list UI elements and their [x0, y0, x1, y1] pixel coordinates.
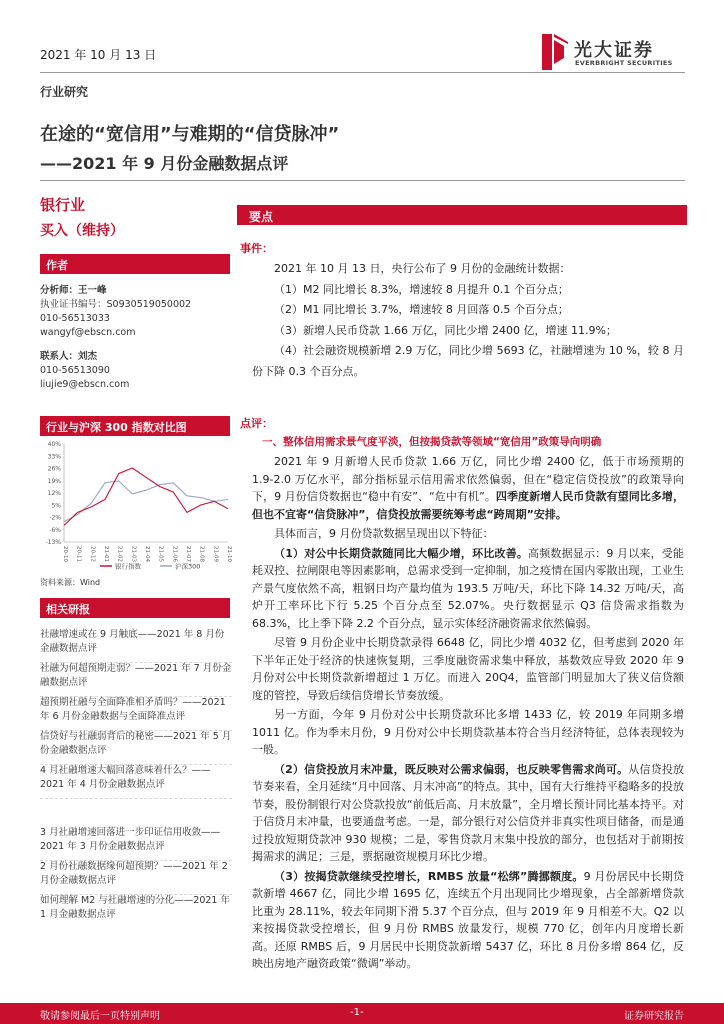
- contact-email[interactable]: liujie9@ebscn.com: [40, 379, 130, 390]
- highlights-title: 要点: [249, 210, 274, 224]
- related-report-link[interactable]: 社融为何超预期走弱？——2021 年 7 月份金融数据点评: [40, 662, 232, 697]
- analyst-phone: 010-56513033: [40, 313, 110, 324]
- highlights-bar: [237, 205, 687, 225]
- related-report-link[interactable]: 超预期社融与全面降准相矛盾吗？——2021 年 6 月份金融数据与全面降准点评: [40, 696, 232, 731]
- chart-legend-label: 银行指数: [115, 562, 141, 571]
- chart-x-tick-label: 20-12: [89, 546, 96, 562]
- related-report-link[interactable]: 信贷好与社融弱背后的秘密——2021 年 5 月份金融数据点评: [40, 730, 232, 765]
- event-block: [252, 259, 684, 382]
- author-section-bar: [40, 254, 230, 274]
- contact-phone: 010-56513090: [40, 365, 110, 376]
- related-report-link[interactable]: 2 月份社融数据缘何超预期？——2021 年 2 月份金融数据点评: [40, 860, 232, 895]
- chart-x-tick-label: 21-09: [212, 546, 219, 562]
- chart-y-tick-label: 19%: [47, 477, 61, 485]
- chart-source: 资料来源：Wind: [40, 578, 101, 587]
- paragraph-3: [252, 545, 684, 633]
- chart-series-line: [64, 481, 228, 522]
- chart-x-tick-label: 20-11: [75, 546, 82, 562]
- review-label: 点评：: [240, 417, 273, 430]
- sector-name: 银行业: [40, 196, 86, 214]
- related-report-link[interactable]: 4 月社融增速大幅回落意味着什么？——2021 年 4 月份金融数据点评: [40, 764, 232, 799]
- paragraph-6: [252, 761, 684, 866]
- analysis-body: [252, 453, 684, 973]
- chart-section-title: 行业与沪深 300 指数对比图: [46, 421, 187, 434]
- related-report-link[interactable]: 如何理解 M2 与社融增速的分化——2021 年 1 月金融数据点评: [40, 895, 230, 920]
- everbright-logo-icon: [538, 32, 570, 72]
- chart-x-ticks: [62, 546, 232, 562]
- chart-legend: [100, 562, 200, 571]
- chart-x-tick-label: 21-08: [198, 546, 205, 562]
- related-section-title: 相关研报: [46, 603, 90, 616]
- page-number: -1-: [350, 1007, 364, 1018]
- paragraph-1-emphasis: 四季度新增人民币贷款有望同比多增，但也不宜寄“信贷脉冲”，信贷投放需要统筹考虑“跨周期”安排。: [252, 490, 685, 521]
- chart-x-tick-label: 21-01: [103, 546, 109, 562]
- paragraph-3-heading: （1）对公中长期贷款随同比大幅少增，环比改善。: [274, 546, 529, 560]
- chart-y-tick-label: 40%: [47, 441, 61, 448]
- paragraph-7: [252, 868, 684, 973]
- index-comparison-chart: [40, 438, 232, 576]
- chart-y-tick-label: 33%: [47, 453, 61, 461]
- related-report-link[interactable]: 3 月社融增速回落进一步印证信用收敛——2021 年 3 月份金融数据点评: [40, 826, 232, 861]
- paragraph-7-heading: （3）按揭贷款继续受控增长，RMBS 放量“松绑”腾挪额度。: [274, 869, 584, 883]
- footer-report-type: 证券研究报告: [624, 1011, 684, 1022]
- paragraph-1: [252, 453, 684, 523]
- title-divider: [40, 180, 685, 181]
- chart-y-tick-label: -2%: [49, 514, 61, 522]
- section-1-title: 一、整体信用需求景气度平淡，但按揭贷款等领域“宽信用”政策导向明确: [262, 436, 602, 448]
- logo-chinese-name: 光大证券: [574, 40, 654, 61]
- event-item-1: （1）M2 同比增长 8.3%，增速较 8 月提升 0.1 个百分点；: [274, 282, 569, 296]
- report-date: 2021 年 10 月 13 日: [40, 48, 157, 62]
- analyst-cert: 执业证书编号：S0930519050002: [40, 299, 192, 310]
- chart-x-tick-label: 21-06: [171, 546, 178, 562]
- report-subtitle: ——2021 年 9 月份金融数据点评: [40, 154, 289, 173]
- chart-x-tick-label: 21-04: [144, 546, 150, 562]
- event-item-4: （4）社会融资规模新增 2.9 万亿，同比少增 5693 亿，社融增速为 10 %，较 8 月份下降 0.3 个百分点。: [252, 344, 684, 378]
- chart-y-ticks: [45, 441, 61, 546]
- report-title: 在途的“宽信用”与难期的“信贷脉冲”: [40, 124, 340, 145]
- paragraph-6-heading: （2）信贷投放月末冲量，既反映对公需求偏弱，也反映零售需求尚可。: [274, 762, 629, 776]
- header-divider: [40, 72, 685, 73]
- paragraph-7-text: 9 月份居民中长期贷款新增 4667 亿，同比少增 1695 亿，连续五个月出现同比少增现象，占全部新增贷款比重为 28.11%，较去年同期下滑 5.37 个百分点，但与 2019 年 9 月相差不大。Q2 以来按揭贷款受控增长，但 9 月份 RMBS 放量发行，规模 770 亿，创年内月度增长新高。还原 RMBS 后，9 月居民中长期贷款新增 5437 亿，环比 8 月份多增 864 亿，反映出房地产融资政策“微调”举动。: [252, 869, 684, 970]
- related-section-bar: [40, 598, 230, 618]
- chart-x-tick-label: 21-07: [185, 546, 191, 562]
- contact-name: 联系人：刘杰: [40, 351, 98, 362]
- chart-legend-label: 沪深300: [175, 562, 201, 571]
- chart-y-tick-label: -6%: [49, 526, 61, 534]
- footer-disclaimer[interactable]: 敬请参阅最后一页特别声明: [40, 1011, 160, 1022]
- paragraph-4: 尽管 9 月份企业中长期贷款录得 6648 亿，同比少增 4032 亿，但考虑到 2020 年下半年正处于经济的快速恢复期，三季度融资需求集中释放，基数效应导致 2020 年 9 月份对公中长期贷款新增超过 1 万亿。而进入 20Q4，监管部门明显加大了狭义信贷额度的管控，导致后续信贷增长节奏放缓。: [252, 636, 684, 702]
- chart-x-tick-label: 21-10: [226, 546, 232, 562]
- chart-series-lines: [64, 468, 228, 525]
- paragraph-6-text: 从信贷投放节奏来看，全月延续“月中回落、月末冲高”的特点。其中，国有大行维持平稳略多的投放节奏，股份制银行对公贷款投放“前低后高、月末放量”，全月增长预计同比基本持平。对于信贷月末冲量，也要通盘考虑。一是，部分银行对公信贷并非真实性项目储备，而是通过投放短期贷款冲 930 规模；二是，零售贷款月末集中投放的部分，也包括对于前期按揭需求的满足；三是，票据融资规模月环比少增。: [252, 762, 685, 863]
- paragraph-1-text: 2021 年 9 月新增人民币贷款 1.66 万亿，同比少增 2400 亿，低于市场预期的 1.9-2.0 万亿水平，部分指标显示信用需求依然偏弱，但在“稳定信贷投放”的政策导向下，9 月份信贷数据也“稳中有安”、“危中有机”。: [252, 455, 684, 503]
- analyst-name: 分析师：王一峰: [40, 285, 107, 296]
- chart-y-tick-label: 5%: [51, 502, 61, 510]
- analyst-email[interactable]: wangyf@ebscn.com: [40, 327, 136, 338]
- logo-english-name: EVERBRIGHT SECURITIES: [575, 59, 673, 67]
- chart-x-tick-label: 21-03: [130, 546, 137, 562]
- chart-section-bar: [40, 416, 230, 436]
- related-report-link[interactable]: 社融增速或在 9 月触底——2021 年 8 月份金融数据点评: [40, 628, 232, 663]
- footer-bar: [0, 1003, 724, 1024]
- event-intro: 2021 年 10 月 13 日，央行公布了 9 月份的金融统计数据：: [274, 262, 571, 275]
- event-label: 事件：: [240, 242, 273, 255]
- chart-y-tick-label: 26%: [47, 465, 61, 473]
- report-category: 行业研究: [40, 85, 89, 99]
- paragraph-5: 另一方面，今年 9 月份对公中长期贷款环比多增 1433 亿，较 2019 年同期多增 1011 亿。作为季末月份，9 月份对公中长期贷款基本符合当月经济特征，总体表现较为一般。: [252, 708, 684, 756]
- chart-series-line: [64, 468, 228, 525]
- chart-y-tick-label: 12%: [47, 490, 61, 497]
- author-section-label: 作者: [46, 259, 68, 272]
- chart-y-tick-label: -13%: [45, 539, 61, 546]
- rating: 买入（维持）: [40, 223, 124, 239]
- chart-x-tick-label: 21-05: [157, 546, 164, 562]
- chart-grid: [64, 444, 228, 542]
- company-logo: [538, 32, 698, 72]
- author-block: [40, 284, 232, 392]
- paragraph-2: 具体而言，9 月份贷款数据呈现出以下特征：: [274, 527, 494, 540]
- chart-x-tick-label: 21-02: [116, 546, 123, 562]
- event-item-3: （3）新增人民币贷款 1.66 万亿，同比少增 2400 亿，增速 11.9%；: [274, 323, 617, 337]
- paragraph-3-text: 高频数据显示：9 月以来，受能耗双控、拉闸限电等因素影响，总需求受到一定抑制，加之疫情在国内零散出现，工业生产景气度依然不高，粗钢日均产量均值为 193.5 万吨/天，环比下降 14.32 万吨/天，高炉开工率环比下行 5.25 个百分点至 52.07%。央行数据显示 Q3 信贷需求指数为 68.3%，比上季下降 2.2 个百分点，显示实体经济融资需求依然偏弱。: [252, 546, 684, 630]
- event-item-2: （2）M1 同比增长 3.7%，增速较 8 月回落 0.5 个百分点；: [274, 303, 569, 316]
- chart-x-tick-label: 20-10: [62, 546, 68, 562]
